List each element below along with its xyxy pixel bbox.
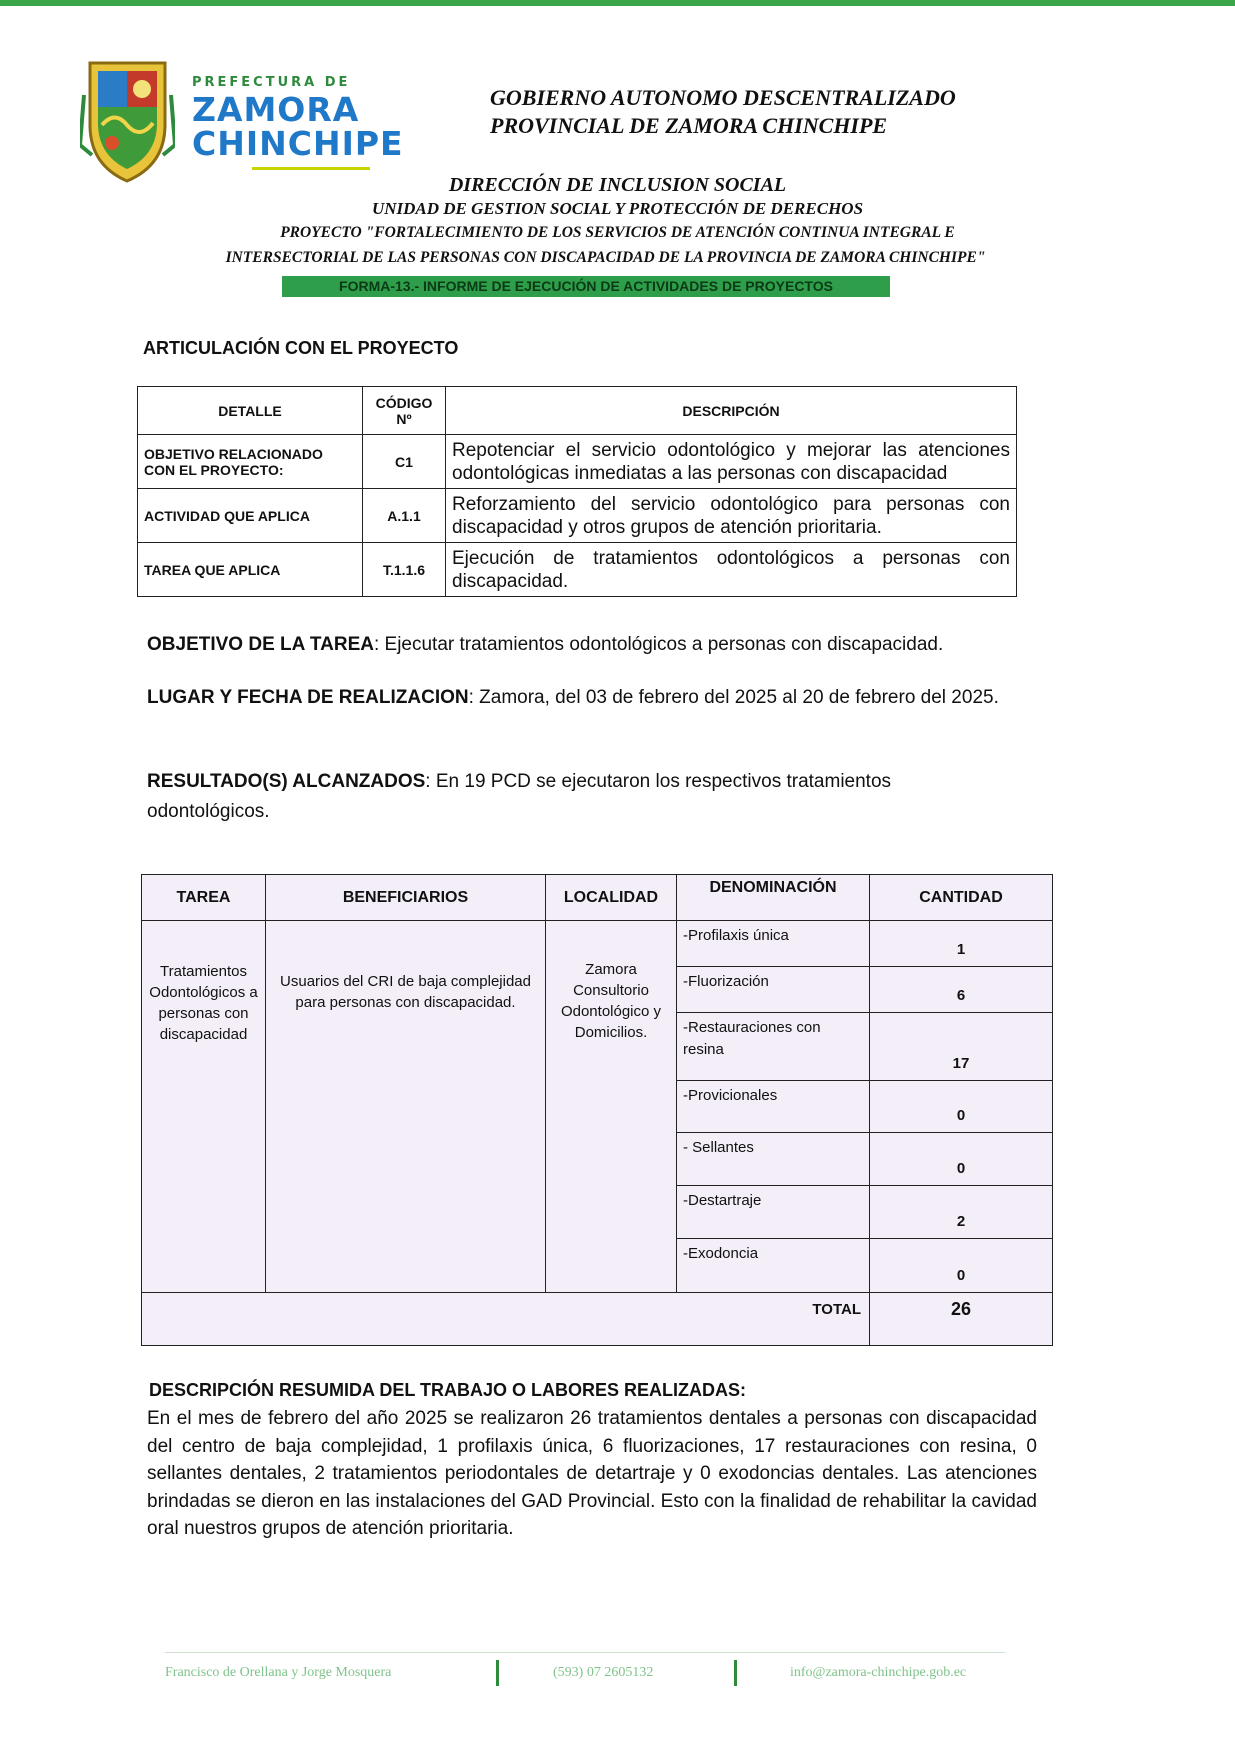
objetivo-label: OBJETIVO DE LA TAREA <box>147 634 374 655</box>
tarea-cell: Tratamientos Odontológicos a personas con discapacidad <box>142 921 266 1293</box>
cantidad-cell: 0 <box>870 1239 1053 1293</box>
table-row <box>142 921 1053 967</box>
table-row <box>138 435 1017 489</box>
articulacion-table <box>137 386 1017 597</box>
brand-underline <box>252 167 370 170</box>
row-codigo: T.1.1.6 <box>363 543 446 597</box>
footer-email: info@zamora-chinchipe.gob.ec <box>790 1665 967 1680</box>
cantidad-cell: 6 <box>870 967 1053 1013</box>
lugar-label: LUGAR Y FECHA DE REALIZACION <box>147 687 469 708</box>
table-header-row <box>142 875 1053 921</box>
row-descripcion: Repotenciar el servicio odontológico y mejorar las atenciones odontológicas inmediatas a las personas con discapacidad <box>446 435 1017 489</box>
forma-banner: FORMA-13.- INFORME DE EJECUCIÓN DE ACTIVIDADES DE PROYECTOS <box>282 276 890 297</box>
table-header-row <box>138 387 1017 435</box>
proyecto-line-1: PROYECTO "FORTALECIMIENTO DE LOS SERVICIOS DE ATENCIÓN CONTINUA INTEGRAL E <box>280 224 955 241</box>
unidad-title: UNIDAD DE GESTION SOCIAL Y PROTECCIÓN DE DERECHOS <box>371 199 864 218</box>
footer-phone: (593) 07 2605132 <box>553 1665 654 1680</box>
localidad-cell: Zamora Consultorio Odontológico y Domicilios. <box>546 921 677 1293</box>
header-codigo: CÓDIGO Nº <box>363 387 446 435</box>
cantidad-cell: 1 <box>870 921 1053 967</box>
row-detalle: ACTIVIDAD QUE APLICA <box>138 489 363 543</box>
descripcion-text: En el mes de febrero del año 2025 se realizaron 26 tratamientos dentales a personas con discapacidad del centro de baja complejidad, 1 profilaxis única, 6 fluorizaciones, 17 restauraciones con resina, 0 sellantes dentales, 2 tratamientos periodontales de detartraje y 0 exodoncias dentales. Las atenciones brindadas se dieron en las instalaciones del GAD Provincial. Esto con la finalidad de rehabilitar la cavidad oral nuestros grupos de atención prioritaria. <box>147 1408 1037 1539</box>
resultados-text: : En 19 PCD se ejecutaron los respectivos tratamientos odontológicos. <box>147 771 892 822</box>
cantidad-cell: 17 <box>870 1013 1053 1081</box>
row-codigo: A.1.1 <box>363 489 446 543</box>
total-value: 26 <box>870 1293 1053 1346</box>
row-codigo: C1 <box>363 435 446 489</box>
header-cantidad: CANTIDAD <box>870 875 1053 921</box>
denominacion-cell: -Profilaxis única <box>677 921 870 967</box>
table-row <box>138 489 1017 543</box>
objetivo-paragraph <box>147 630 1037 660</box>
cantidad-cell: 2 <box>870 1186 1053 1239</box>
top-border <box>0 0 1235 6</box>
descripcion-title: DESCRIPCIÓN RESUMIDA DEL TRABAJO O LABORES REALIZADAS: <box>149 1380 747 1400</box>
cantidad-cell: 0 <box>870 1133 1053 1186</box>
brand-zamora: ZAMORA <box>192 90 360 129</box>
denominacion-cell: -Restauraciones con resina <box>677 1013 870 1081</box>
row-detalle: TAREA QUE APLICA <box>138 543 363 597</box>
proyecto-line-2: INTERSECTORIAL DE LAS PERSONAS CON DISCAPACIDAD DE LA PROVINCIA DE ZAMORA CHINCHIPE" <box>225 249 986 266</box>
brand-small-text: PREFECTURA DE <box>192 75 351 90</box>
denominacion-cell: -Provicionales <box>677 1081 870 1133</box>
shield-emblem-icon <box>80 55 175 185</box>
lugar-text: : Zamora, del 03 de febrero del 2025 al 20 de febrero del 2025. <box>468 687 999 708</box>
denominacion-cell: - Sellantes <box>677 1133 870 1186</box>
cantidad-cell: 0 <box>870 1081 1053 1133</box>
row-detalle: OBJETIVO RELACIONADO CON EL PROYECTO: <box>138 435 363 489</box>
row-descripcion: Ejecución de tratamientos odontológicos a personas con discapacidad. <box>446 543 1017 597</box>
total-label: TOTAL <box>142 1293 870 1346</box>
header-localidad: LOCALIDAD <box>546 875 677 921</box>
table-row <box>138 543 1017 597</box>
header-descripcion: DESCRIPCIÓN <box>446 387 1017 435</box>
footer-separator <box>734 1660 737 1686</box>
footer-divider <box>165 1652 1005 1653</box>
header-detalle: DETALLE <box>138 387 363 435</box>
footer-address: Francisco de Orellana y Jorge Mosquera <box>165 1665 392 1680</box>
header-denominacion: DENOMINACIÓN <box>677 875 870 921</box>
gad-line-2: PROVINCIAL DE ZAMORA CHINCHIPE <box>490 113 888 138</box>
denominacion-cell: -Exodoncia <box>677 1239 870 1293</box>
header-beneficiarios: BENEFICIARIOS <box>266 875 546 921</box>
resultados-label: RESULTADO(S) ALCANZADOS <box>147 771 426 792</box>
footer-separator <box>496 1660 499 1686</box>
denominacion-cell: -Destartraje <box>677 1186 870 1239</box>
beneficiarios-cell: Usuarios del CRI de baja complejidad para personas con discapacidad. <box>266 921 546 1293</box>
header-tarea: TAREA <box>142 875 266 921</box>
articulacion-title: ARTICULACIÓN CON EL PROYECTO <box>143 338 459 358</box>
denominacion-cell: -Fluorización <box>677 967 870 1013</box>
objetivo-text: : Ejecutar tratamientos odontológicos a personas con discapacidad. <box>373 634 944 655</box>
gad-title <box>490 84 956 140</box>
tratamientos-table <box>141 874 1053 1346</box>
brand-chinchipe: CHINCHIPE <box>192 124 404 163</box>
gad-line-1: GOBIERNO AUTONOMO DESCENTRALIZADO <box>490 85 956 110</box>
lugar-paragraph <box>147 683 1037 713</box>
resultados-paragraph <box>147 767 947 827</box>
total-row <box>142 1293 1053 1346</box>
row-descripcion: Reforzamiento del servicio odontológico para personas con discapacidad y otros grupos de atención prioritaria. <box>446 489 1017 543</box>
direccion-title: DIRECCIÓN DE INCLUSION SOCIAL <box>448 174 787 196</box>
